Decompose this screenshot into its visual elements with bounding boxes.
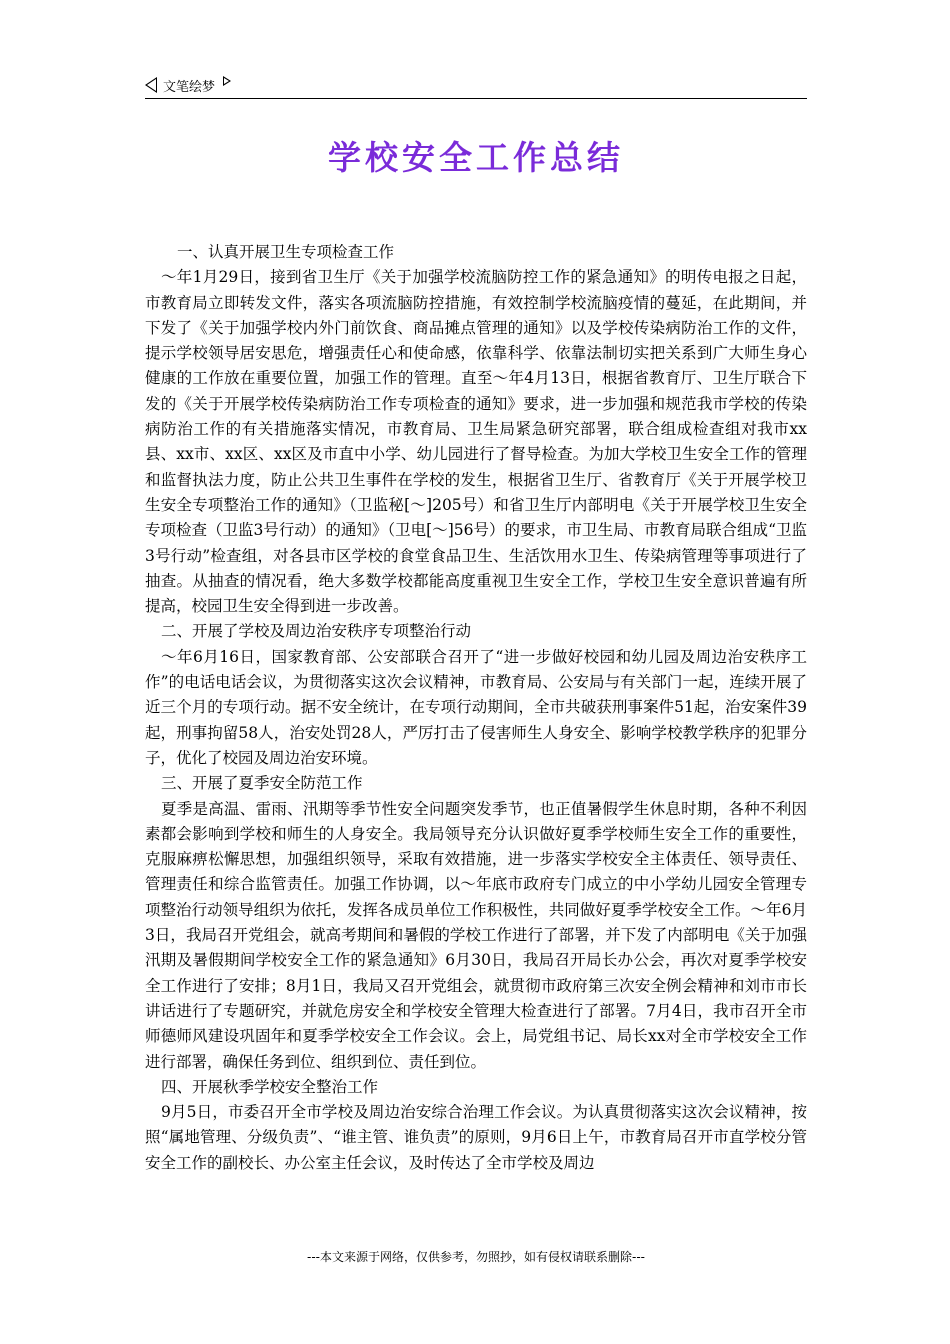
document-body — [145, 240, 807, 1176]
section-paragraph: ～年1月29日，接到省卫生厅《关于加强学校流脑防控工作的紧急通知》的明传电报之日起，市教育局立即转发文件，落实各项流脑防控措施，有效控制学校流脑疫情的蔓延，在此期间，并下发了《关于加强学校内外门前饮食、商品摊点管理的通知》以及学校传染病防治工作的文件，提示学校领导居安思危，增强责任心和使命感，依靠科学、依靠法制切实把关系到广大师生身心健康的工作放在重要位置，加强工作的管理。直至～年4月13日，根据省教育厅、卫生厅联合下发的《关于开展学校传染病防治工作专项检查的通知》要求，进一步加强和规范我市学校的传染病防治工作的有关措施落实情况，市教育局、卫生局紧急研究部署，联合组成检查组对我市xx县、xx市、xx区、xx区及市直中小学、幼儿园进行了督导检查。为加大学校卫生安全工作的管理和监督执法力度，防止公共卫生事件在学校的发生，根据省卫生厅、省教育厅《关于开展学校卫生安全专项整治工作的通知》（卫监秘[～]205号）和省卫生厅内部明电《关于开展学校卫生安全专项检查（卫监3号行动）的通知》（卫电[～]56号）的要求，市卫生局、市教育局联合组成“卫监3号行动”检查组，对各县市区学校的食堂食品卫生、生活饮用水卫生、传染病管理等事项进行了抽查。从抽查的情况看，绝大多数学校都能高度重视卫生安全工作，学校卫生安全意识普遍有所提高，校园卫生安全得到进一步改善。 — [145, 268, 807, 616]
header-brand: 文笔绘梦 — [163, 79, 216, 95]
footer-notice: ---本文来源于网络，仅供参考，勿照抄，如有侵权请联系删除--- — [307, 1250, 645, 1264]
section-heading: 三、开展了夏季安全防范工作 — [161, 774, 363, 793]
section-heading: 四、开展秋季学校安全整治工作 — [161, 1077, 379, 1096]
triangle-right-icon — [223, 76, 231, 86]
section-paragraph: 夏季是高温、雷雨、汛期等季节性安全问题突发季节，也正值暑假学生休息时期，各种不利因素都会影响到学校和师生的人身安全。我局领导充分认识做好夏季学校师生安全工作的重要性，克服麻痹松懈思想，加强组织领导，采取有效措施，进一步落实学校安全主体责任、领导责任、管理责任和综合监管责任。加强工作协调，以～年底市政府专门成立的中小学幼儿园安全管理专项整治行动领导组织为依托，发挥各成员单位工作积极性，共同做好夏季学校安全工作。～年6月3日，我局召开党组会，就高考期间和暑假的学校工作进行了部署，并下发了内部明电《关于加强汛期及暑假期间学校安全工作的紧急通知》6月30日，我局召开局长办公会，再次对夏季学校安全工作进行了安排；8月1日，我局又召开党组会，就贯彻市政府第三次安全例会精神和刘市市长讲话进行了专题研究，并就危房安全和学校安全管理大检查进行了部署。7月4日，我市召开全市师德师风建设巩固年和夏季学校安全工作会议。会上，局党组书记、局长xx对全市学校安全工作进行部署，确保任务到位、组织到位、责任到位。 — [145, 799, 807, 1071]
page-header — [145, 72, 807, 99]
triangle-left-icon — [145, 77, 157, 93]
section-heading: 二、开展了学校及周边治安秩序专项整治行动 — [161, 622, 472, 641]
document-page — [145, 0, 807, 1344]
section-heading: 一、认真开展卫生专项检查工作 — [177, 243, 395, 261]
section-paragraph: 9月5日，市委召开全市学校及周边治安综合治理工作会议。为认真贯彻落实这次会议精神，按照“属地管理、分级负责”、“谁主管、谁负责”的原则，9月6日上午，市教育局召开市直学校分管安全工作的副校长、办公室主任会议，及时传达了全市学校及周边 — [145, 1103, 807, 1172]
document-title: 学校安全工作总结 — [328, 138, 624, 177]
section-paragraph: ～年6月16日，国家教育部、公安部联合召开了“进一步做好校园和幼儿园及周边治安秩序工作”的电话电话会议，为贯彻落实这次会议精神，市教育局、公安局与有关部门一起，连续开展了近三个月的专项行动。据不安全统计，在专项行动期间，全市共破获刑事案件51起，治安案件39起，刑事拘留58人，治安处罚28人，严厉打击了侵害师生人身安全、影响学校教学秩序的犯罪分子，优化了校园及周边治安环境。 — [145, 647, 807, 767]
